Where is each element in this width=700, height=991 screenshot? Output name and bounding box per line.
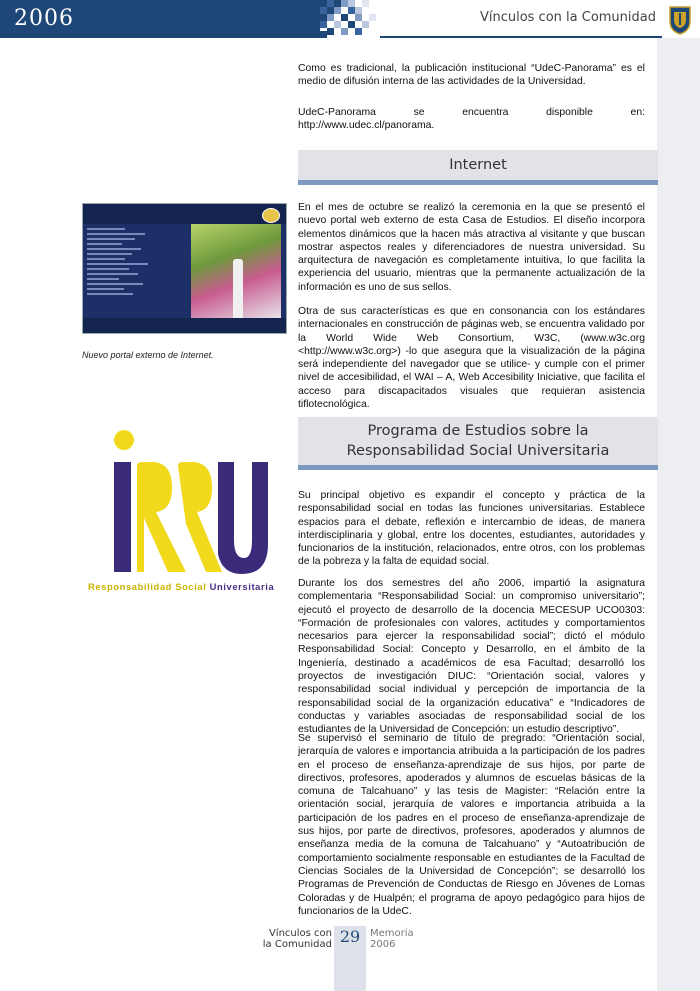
side-stripe-decoration <box>657 38 700 991</box>
header-band <box>0 0 320 38</box>
rsu-paragraph-2: Durante los dos semestres del año 2006, impartió la asignatura complementaria “Responsabilidad Social: un compromiso universitario”; ejecutó el proyecto de desarrollo de la docencia MECESUP UCO0303: “Formación de profesionales con valores, actitudes y comportamientos necesarios para ejercer la responsabilidad social”; dictó el módulo Responsabilidad Social: Concepto y Desarrollo, en el ámbito de la Ingeniería, destinado a académicos de esa Facultad; desarrolló los proyectos de investigación DIUC: “Orientación social, valores y responsabilidad social individual y percepción de importancia de la responsabilidad social de la organización educativa” e “Indicadores de conductas y variables asociadas de responsabilidad social de los estudiantes de la Universidad de Concepción: un estudio descriptivo”. <box>298 578 645 736</box>
footer-page-number: 29 <box>339 927 361 946</box>
rsu-paragraph-3: Se supervisó el seminario de título de pregrado: “Orientación social, jerarquía de valores e importancia atribuida a la participación de los padres en el proceso de enseñanza-aprendizaje de sus hijos, por parte de directivos, profesores, apoderados y alumnos de escuelas básicas de la comuna de Talcahuano” y las tesis de Magister: “Relación entre la orientación social, jerarquía de valores e importancia atribuida a la participación de los padres en el proceso de enseñanza-aprendizaje de sus hijos, por parte de directivos, profesores, apoderados y alumnos de enseñanza media de la comuna de Talcahuano” y “Autoatribución de comportamiento socialmente responsable en estudiantes de la Facultad de Ciencias Sociales de la Universidad de Concepción”; se desarrolló los Programas de Prevención de Conductas de Riesgo en Jóvenes de Lomas Coloradas y de Hualpén; el programa de apoyo pedagógico para hijos de funcionarios de la UdeC. <box>298 733 645 917</box>
intro-paragraph-2: UdeC-Panorama se encuentra disponible en: http://www.udec.cl/panorama. <box>298 107 645 132</box>
rsu-section-header <box>298 417 658 470</box>
rsu-logo-image <box>82 428 282 578</box>
internet-section-header <box>298 150 658 185</box>
footer-left-line-1: Vínculos con <box>268 928 332 939</box>
footer-right-line-1: Memoria <box>370 928 414 939</box>
footer-publication-name <box>370 928 414 950</box>
rsu-section-rule <box>298 465 658 470</box>
rsu-section-title-line-2: Responsabilidad Social Universitaria <box>346 443 610 459</box>
portal-thumb-header <box>83 204 286 224</box>
portal-thumb-footer <box>83 318 286 333</box>
footer-page-number-box <box>334 926 366 991</box>
rsu-logo-caption-part-2: Universitaria <box>209 581 275 592</box>
internet-paragraph-1: En el mes de octubre se realizó la ceremonia en la que se presentó el nuevo portal web externo de esta Casa de Estudios. El diseño incorpora elementos dinámicos que la hacen más atractiva al visitante y que buscan mostrar aspectos reales y diferenciadores de nuestra universidad. Su arquitectura de navegación es completamente intuitiva, lo que facilita la experiencia del usuario, mientras que la permanente actualización de la información es uno de sus sellos. <box>298 202 645 293</box>
header-year: 2006 <box>14 6 74 31</box>
university-crest-icon <box>668 5 692 35</box>
internet-section-title: Internet <box>449 157 507 173</box>
rsu-paragraph-1: Su principal objetivo es expandir el concepto y práctica de la responsabilidad social en todas las funciones universitarias. Establece espacios para el debate, reflexión e intercambio de ideas, de manera interdisciplinaria y global, entre los docentes, estudiantes, autoridades y funcionarios de la institución, relacionados, entre otros, con los problemas de la pobreza y la falta de equidad social. <box>298 490 645 568</box>
rsu-logo-caption <box>88 581 274 592</box>
header-section-title: Vínculos con la Comunidad <box>479 10 656 25</box>
portal-thumb-seal-icon <box>262 208 280 223</box>
portal-thumb-tower <box>233 259 243 319</box>
portal-image-caption: Nuevo portal externo de Internet. <box>82 350 214 360</box>
header-mosaic-decoration <box>320 0 380 38</box>
intro-paragraph-1: Como es tradicional, la publicación institucional “UdeC-Panorama” es el medio de difusión interna de las actividades de la Universidad. <box>298 63 645 88</box>
footer-right-line-2: 2006 <box>370 939 396 950</box>
rsu-section-title-line-1: Programa de Estudios sobre la <box>367 423 589 439</box>
internet-section-rule <box>298 180 658 185</box>
header-rule <box>380 36 662 38</box>
portal-thumb-menu <box>87 228 151 298</box>
rsu-logo-caption-part-1: Responsabilidad Social <box>88 581 207 592</box>
footer-left-line-2: la Comunidad <box>262 939 332 950</box>
internet-paragraph-2: Otra de sus características es que en consonancia con los estándares internacionales en construcción de páginas web, se encuentra validado por la World Wide Web Consortium, W3C, (www.w3c.org <http://www.w3c.org>) -lo que asegura que la visualización de la página será independiente del navegador que se utilice- y cumple con el primer nivel de accesibilidad, el WAI – A, Web Accesibility Iniciative, que facilita el acceso para discapacitados visuales que requieran asistencia tiflotecnológica. <box>298 306 645 411</box>
footer-section-name <box>252 928 332 950</box>
portal-screenshot-image <box>82 203 287 334</box>
